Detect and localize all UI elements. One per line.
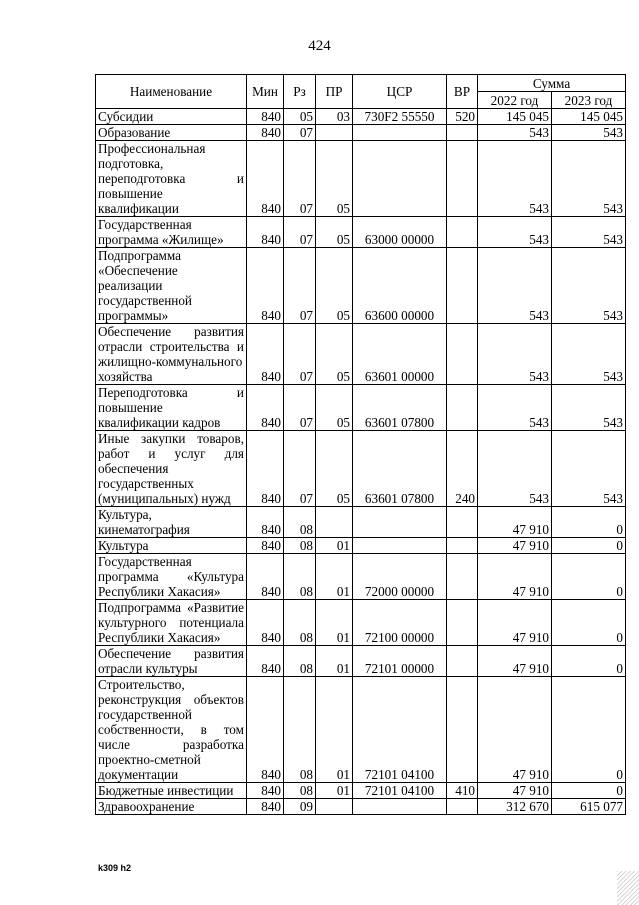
cell-min: 840 [247, 385, 284, 431]
table-row [96, 431, 626, 507]
cell-pr: 05 [316, 248, 353, 324]
cell-y2022: 543 [478, 141, 552, 217]
header-year-2022: 2022 год [478, 92, 552, 109]
cell-pr: 01 [316, 600, 353, 646]
cell-y2022: 543 [478, 431, 552, 507]
cell-name: Культура, кинематография [96, 507, 247, 538]
cell-vr: 240 [447, 431, 478, 507]
cell-vr [447, 554, 478, 600]
cell-name: Обеспечение развития отрасли строительства и жилищно-коммунального хозяйства [96, 324, 247, 385]
header-min: Мин [247, 75, 284, 109]
cell-min: 840 [247, 217, 284, 248]
cell-min: 840 [247, 646, 284, 677]
cell-name: Обеспечение развития отрасли культуры [96, 646, 247, 677]
cell-vr [447, 646, 478, 677]
cell-name: Культура [96, 538, 247, 554]
cell-pr [316, 507, 353, 538]
cell-pr [316, 125, 353, 141]
cell-y2023: 543 [552, 141, 626, 217]
table-body [96, 109, 626, 815]
cell-name: Подпрограмма «Обеспечение реализации государственной программы» [96, 248, 247, 324]
cell-min: 840 [247, 799, 284, 815]
cell-csr: 72101 04100 [353, 783, 447, 799]
cell-y2022: 47 910 [478, 554, 552, 600]
cell-y2022: 47 910 [478, 600, 552, 646]
cell-min: 840 [247, 109, 284, 125]
table-row [96, 538, 626, 554]
cell-csr: 72101 00000 [353, 646, 447, 677]
cell-pr [316, 799, 353, 815]
cell-csr [353, 799, 447, 815]
cell-name: Субсидии [96, 109, 247, 125]
cell-min: 840 [247, 538, 284, 554]
cell-rz: 07 [284, 141, 316, 217]
cell-name: Здравоохранение [96, 799, 247, 815]
cell-y2022: 312 670 [478, 799, 552, 815]
table-header [96, 75, 626, 109]
cell-rz: 08 [284, 600, 316, 646]
table-row [96, 125, 626, 141]
cell-csr [353, 141, 447, 217]
budget-table [95, 74, 626, 815]
cell-pr: 01 [316, 646, 353, 677]
cell-y2023: 0 [552, 783, 626, 799]
cell-y2023: 543 [552, 431, 626, 507]
cell-rz: 07 [284, 217, 316, 248]
cell-pr: 05 [316, 141, 353, 217]
cell-y2022: 145 045 [478, 109, 552, 125]
cell-rz: 07 [284, 431, 316, 507]
cell-y2022: 47 910 [478, 507, 552, 538]
cell-y2023: 145 045 [552, 109, 626, 125]
cell-y2022: 543 [478, 125, 552, 141]
cell-min: 840 [247, 431, 284, 507]
header-year-2023: 2023 год [552, 92, 626, 109]
cell-y2023: 543 [552, 125, 626, 141]
table-row [96, 646, 626, 677]
cell-pr: 05 [316, 385, 353, 431]
cell-vr [447, 125, 478, 141]
cell-min: 840 [247, 125, 284, 141]
header-sum: Сумма [478, 75, 626, 92]
page-number: 424 [308, 38, 331, 54]
cell-name: Переподготовка и повышение квалификации кадров [96, 385, 247, 431]
cell-rz: 07 [284, 385, 316, 431]
cell-vr [447, 507, 478, 538]
header-pr: ПР [316, 75, 353, 109]
cell-min: 840 [247, 554, 284, 600]
cell-pr: 05 [316, 217, 353, 248]
table-row [96, 109, 626, 125]
cell-pr: 01 [316, 554, 353, 600]
cell-pr: 05 [316, 431, 353, 507]
cell-y2022: 47 910 [478, 646, 552, 677]
cell-vr: 520 [447, 109, 478, 125]
cell-csr [353, 125, 447, 141]
cell-name: Государственная программа «Жилище» [96, 217, 247, 248]
cell-y2023: 615 077 [552, 799, 626, 815]
cell-csr [353, 507, 447, 538]
cell-y2022: 543 [478, 385, 552, 431]
cell-vr [447, 385, 478, 431]
table-row [96, 600, 626, 646]
cell-rz: 08 [284, 783, 316, 799]
cell-csr [353, 538, 447, 554]
cell-vr [447, 217, 478, 248]
cell-vr: 410 [447, 783, 478, 799]
cell-vr [447, 799, 478, 815]
cell-vr [447, 141, 478, 217]
cell-y2023: 0 [552, 538, 626, 554]
cell-rz: 07 [284, 324, 316, 385]
cell-rz: 08 [284, 554, 316, 600]
cell-y2022: 543 [478, 324, 552, 385]
cell-csr: 63601 00000 [353, 324, 447, 385]
header-vr: ВР [447, 75, 478, 109]
cell-y2022: 47 910 [478, 538, 552, 554]
cell-min: 840 [247, 677, 284, 783]
table-row [96, 324, 626, 385]
cell-name: Строительство, реконструкция объектов государственной собственности, в том числе разработка проектно-сметной документации [96, 677, 247, 783]
cell-name: Иные закупки товаров, работ и услуг для обеспечения государственных (муниципальных) нужд [96, 431, 247, 507]
cell-rz: 07 [284, 248, 316, 324]
cell-y2022: 543 [478, 248, 552, 324]
cell-csr: 730F2 55550 [353, 109, 447, 125]
cell-name: Государственная программа «Культура Республики Хакасия» [96, 554, 247, 600]
cell-min: 840 [247, 600, 284, 646]
table-row [96, 677, 626, 783]
cell-pr: 01 [316, 677, 353, 783]
cell-min: 840 [247, 324, 284, 385]
cell-vr [447, 677, 478, 783]
cell-y2023: 0 [552, 677, 626, 783]
scan-artifact [617, 871, 639, 905]
footer-code: k309 h2 [98, 863, 132, 873]
table-row [96, 248, 626, 324]
cell-name: Образование [96, 125, 247, 141]
cell-csr: 63601 07800 [353, 431, 447, 507]
cell-y2023: 0 [552, 554, 626, 600]
cell-name: Бюджетные инвестиции [96, 783, 247, 799]
table-row [96, 799, 626, 815]
cell-vr [447, 324, 478, 385]
cell-csr: 63600 00000 [353, 248, 447, 324]
cell-name: Профессиональная подготовка, переподготовка и повышение квалификации [96, 141, 247, 217]
cell-csr: 72100 00000 [353, 600, 447, 646]
table-row [96, 141, 626, 217]
cell-min: 840 [247, 248, 284, 324]
header-name: Наименование [96, 75, 247, 109]
cell-y2023: 543 [552, 324, 626, 385]
table-row [96, 217, 626, 248]
header-rz: Рз [284, 75, 316, 109]
cell-min: 840 [247, 507, 284, 538]
cell-rz: 08 [284, 646, 316, 677]
cell-csr: 72101 04100 [353, 677, 447, 783]
cell-vr [447, 600, 478, 646]
cell-y2023: 543 [552, 248, 626, 324]
cell-rz: 07 [284, 125, 316, 141]
cell-rz: 08 [284, 538, 316, 554]
cell-min: 840 [247, 141, 284, 217]
table-row [96, 554, 626, 600]
header-csr: ЦСР [353, 75, 447, 109]
cell-csr: 63000 00000 [353, 217, 447, 248]
table-row [96, 783, 626, 799]
table-row [96, 507, 626, 538]
cell-vr [447, 538, 478, 554]
cell-pr: 01 [316, 538, 353, 554]
cell-y2023: 543 [552, 385, 626, 431]
cell-rz: 08 [284, 677, 316, 783]
cell-pr: 03 [316, 109, 353, 125]
cell-y2022: 47 910 [478, 677, 552, 783]
cell-y2023: 0 [552, 600, 626, 646]
cell-y2022: 47 910 [478, 783, 552, 799]
cell-pr: 05 [316, 324, 353, 385]
cell-y2022: 543 [478, 217, 552, 248]
cell-rz: 05 [284, 109, 316, 125]
cell-vr [447, 248, 478, 324]
cell-y2023: 543 [552, 217, 626, 248]
table-row [96, 385, 626, 431]
cell-min: 840 [247, 783, 284, 799]
cell-pr: 01 [316, 783, 353, 799]
cell-rz: 09 [284, 799, 316, 815]
cell-csr: 63601 07800 [353, 385, 447, 431]
cell-y2023: 0 [552, 507, 626, 538]
cell-y2023: 0 [552, 646, 626, 677]
cell-rz: 08 [284, 507, 316, 538]
cell-name: Подпрограмма «Развитие культурного потенциала Республики Хакасия» [96, 600, 247, 646]
cell-csr: 72000 00000 [353, 554, 447, 600]
